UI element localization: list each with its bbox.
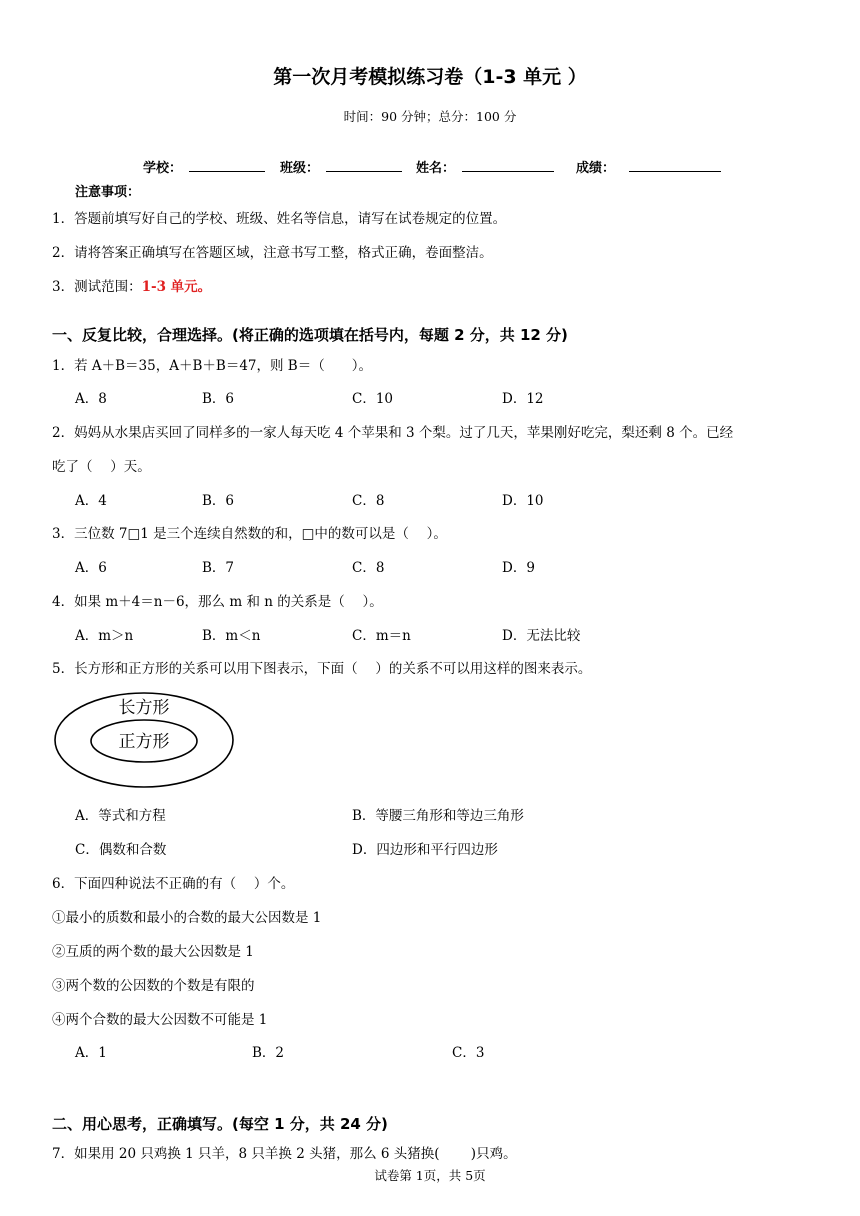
name-label: 姓名： xyxy=(416,161,456,176)
note-item xyxy=(52,275,211,295)
school-blank[interactable] xyxy=(189,157,265,172)
note-item-prefix: 3．测试范围： xyxy=(52,279,142,295)
note-item: 2．请将答案正确填写在答题区域，注意书写工整，格式正确，卷面整洁。 xyxy=(52,245,493,261)
question-5-stem: 5．长方形和正方形的关系可以用下图表示，下面（ ）的关系不可以用这样的图来表示。 xyxy=(52,661,592,677)
class-blank[interactable] xyxy=(326,157,402,172)
section-2-heading: 二、用心思考，正确填写。(每空 1 分，共 24 分) xyxy=(52,1115,388,1133)
option-a[interactable]: A．4 xyxy=(75,493,107,509)
option-a[interactable]: A．6 xyxy=(75,560,107,576)
page-footer: 试卷第 1页，共 5页 xyxy=(374,1168,486,1183)
option-b[interactable]: B．6 xyxy=(202,391,235,407)
option-c[interactable]: C．m＝n xyxy=(352,628,411,644)
option-d[interactable]: D．9 xyxy=(502,560,535,576)
option-c[interactable]: C．8 xyxy=(352,493,385,509)
inner-label: 正方形 xyxy=(118,732,170,752)
question-6-stem: 6．下面四种说法不正确的有（ ）个。 xyxy=(52,876,295,892)
option-a[interactable]: A．1 xyxy=(75,1045,107,1061)
notes-heading: 注意事项： xyxy=(75,185,141,200)
option-d[interactable]: D．无法比较 xyxy=(502,628,581,644)
question-3-stem: 3．三位数 7□1 是三个连续自然数的和，□中的数可以是（ ）。 xyxy=(52,526,447,542)
option-d[interactable]: D．10 xyxy=(502,493,544,509)
option-b[interactable]: B．7 xyxy=(202,560,235,576)
name-blank[interactable] xyxy=(462,157,554,172)
score-blank[interactable] xyxy=(629,157,721,172)
question-7-stem: 7．如果用 20 只鸡换 1 只羊，8 只羊换 2 头猪，那么 6 头猪换( )只鸡。 xyxy=(52,1146,517,1162)
question-2-stem-line1: 2．妈妈从水果店买回了同样多的一家人每天吃 4 个苹果和 3 个梨。过了几天，苹果刚好吃完，梨还剩 8 个。已经 xyxy=(52,425,734,441)
venn-diagram xyxy=(52,690,238,792)
score-label: 成绩： xyxy=(576,161,616,176)
exam-title: 第一次月考模拟练习卷（1-3 单元 ） xyxy=(273,66,587,88)
option-c[interactable]: C．10 xyxy=(352,391,394,407)
statement-item: ④两个合数的最大公因数不可能是 1 xyxy=(52,1012,268,1028)
option-c[interactable]: C．偶数和合数 xyxy=(75,842,167,858)
option-b[interactable]: B．等腰三角形和等边三角形 xyxy=(352,808,524,824)
exam-time-score: 时间：90 分钟；总分：100 分 xyxy=(343,109,517,124)
statement-item: ①最小的质数和最小的合数的最大公因数是 1 xyxy=(52,910,322,926)
question-4-stem: 4．如果 m＋4＝n－6，那么 m 和 n 的关系是（ ）。 xyxy=(52,594,383,610)
option-a[interactable]: A．m＞n xyxy=(75,628,134,644)
option-c[interactable]: C．3 xyxy=(452,1045,485,1061)
question-2-stem-line2: 吃了（ ）天。 xyxy=(52,459,151,475)
option-d[interactable]: D．四边形和平行四边形 xyxy=(352,842,498,858)
statement-item: ③两个数的公因数的个数是有限的 xyxy=(52,978,255,994)
option-d[interactable]: D．12 xyxy=(502,391,544,407)
outer-label: 长方形 xyxy=(118,698,170,718)
option-a[interactable]: A．等式和方程 xyxy=(75,808,166,824)
section-1-heading: 一、反复比较，合理选择。(将正确的选项填在括号内，每题 2 分，共 12 分) xyxy=(52,326,568,344)
option-b[interactable]: B．6 xyxy=(202,493,235,509)
class-label: 班级： xyxy=(280,161,320,176)
school-label: 学校： xyxy=(143,161,183,176)
option-a[interactable]: A．8 xyxy=(75,391,107,407)
statement-item: ②互质的两个数的最大公因数是 1 xyxy=(52,944,254,960)
test-scope-highlight: 1-3 单元。 xyxy=(141,279,212,295)
question-1-stem: 1．若 A＋B＝35，A＋B＋B＝47，则 B＝（ ）。 xyxy=(52,358,372,374)
option-b[interactable]: B．m＜n xyxy=(202,628,261,644)
option-b[interactable]: B．2 xyxy=(252,1045,285,1061)
note-item: 1．答题前填写好自己的学校、班级、姓名等信息，请写在试卷规定的位置。 xyxy=(52,211,507,227)
option-c[interactable]: C．8 xyxy=(352,560,385,576)
